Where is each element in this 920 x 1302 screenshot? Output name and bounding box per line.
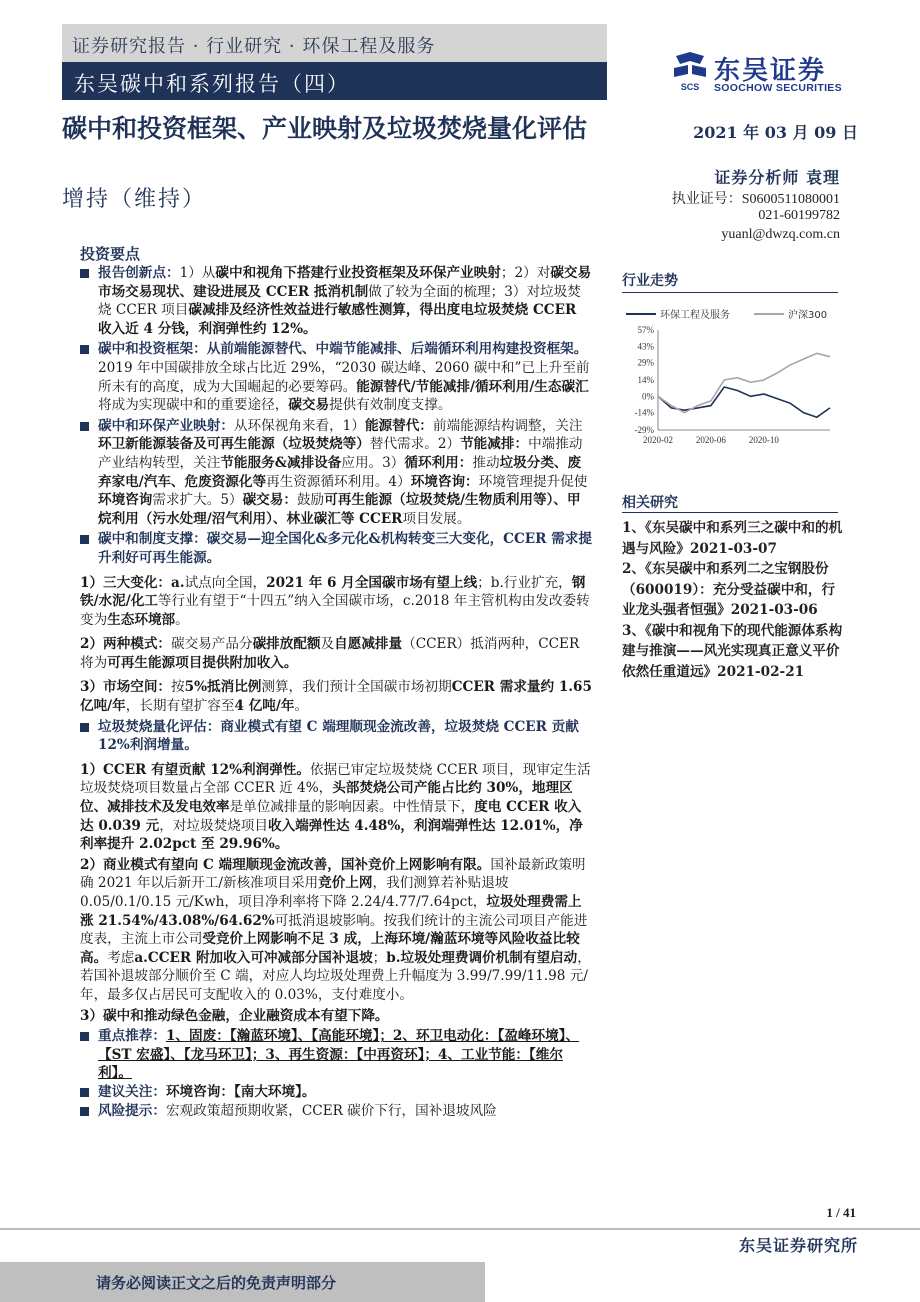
paragraph-business-model: 2）商业模式有望向 C 端理顺现金流改善，国补竞价上网影响有限。国补最新政策明确 2021 年以后新开工/新核准项目采用竞价上网，我们测算若补贴退坡 0.05/0.1/0.15 元/Kwh，项目净利率将下降 2.24/4.77/7.64pct，垃圾处理费需上涨 21.54%/43.08%/64.62%可抵消退坡影响。按我们统计的主流公司项目产能进度表，主流上市公司受竞价上网影响不足 3 成，上海环境/瀚蓝环境等风险收益比较高。考虑a.CCER 附加收入可冲减部分国补退坡；b.垃圾处理费调价机制有望启动，若国补退坡部分顺价至 C 端，对应人均垃圾处理费上升幅度为 3.99/7.99/11.98 元/年，最多仅占居民可支配收入的 0.03%，支付难度小。	[80, 856, 591, 1003]
text: 做了较为全面的梳理；3）对垃圾焚烧 CCER 项目	[98, 283, 581, 319]
x-tick-label: 2020-10	[748, 435, 779, 445]
text: 2019 年中国碳排放全球占比近 29%，“2030 碳达峰、2060 碳中和”已上升至前所未有的高度，成为大国崛起的必要筹码。	[98, 359, 590, 395]
related-item[interactable]: 2、《东吴碳中和系列二之宝钢股份（600019）：充分受益碳中和，行业龙头强者恒强》2021-03-06	[622, 561, 836, 618]
report-date: 2021 年 03 月 09 日	[693, 123, 858, 142]
report-title: 碳中和投资框架、产业映射及垃圾焚烧量化评估	[62, 114, 588, 143]
y-tick-label: 57%	[637, 325, 654, 335]
investment-points	[80, 264, 594, 1120]
paragraph-market-space: 3）市场空间：按5%抵消比例测算，我们预计全国碳市场初期CCER 需求量约 1.65 亿吨/年，长期有望扩容至4 亿吨/年。	[80, 679, 592, 715]
footer-divider	[0, 1228, 920, 1230]
rating: 增持（维持）	[62, 187, 207, 212]
analyst-name: 证券分析师 袁理	[714, 168, 840, 187]
legend-label: 沪深300	[788, 310, 828, 321]
bullet-square-icon	[80, 535, 89, 544]
bullet-square-icon	[80, 1107, 89, 1116]
bullet-square-icon	[80, 345, 89, 354]
point-recommendation: 重点推荐：1、固废：【瀚蓝环境】、【高能环境】；2、环卫电动化：【盈峰环境】、【ST 宏盛】、【龙马环卫】；3、再生资源：【中再资环】；4、工业节能：【维尔利】。	[80, 1027, 594, 1083]
footer-org: 东吴证券研究所	[738, 1236, 858, 1255]
bullet-label: 碳中和制度支撑：碳交易—迎全国化&多元化&机构转变三大变化，CCER 需求提升利好可再生能源。	[98, 531, 592, 566]
x-tick-label: 2020-02	[643, 435, 673, 445]
y-tick-label: 0%	[642, 391, 654, 402]
y-tick-label: -14%	[634, 407, 654, 418]
y-tick-label: 29%	[637, 357, 654, 368]
text: 将成为实现碳中和的重要途径，	[98, 397, 289, 414]
related-heading: 相关研究	[622, 495, 678, 511]
logo-mark-text: SCS	[680, 82, 700, 92]
text: 能源替代/节能减排/循环利用/生态碳汇	[356, 378, 589, 395]
text: 碳交易	[288, 397, 330, 414]
point-institution	[80, 530, 594, 567]
paragraph-three-changes: 1）三大变化：a.试点向全国，2021 年 6 月全国碳市场有望上线；b.行业扩充，钢铁/水泥/化工等行业有望于“十四五”纳入全国碳市场，c.2018 年主管机构由发改委转变为生态环境部。	[80, 574, 590, 628]
text: 碳减排及经济性效益进行敏感性测算，得出度电垃圾焚烧 CCER 收入近 4 分钱，利润弹性约 12%。	[98, 302, 577, 337]
text: 碳交易市场交易现状、建设进展及 CCER 抵消机制	[98, 265, 592, 300]
y-tick-label: 14%	[637, 375, 654, 385]
text: 1）从	[179, 265, 216, 281]
series-bar	[62, 62, 607, 100]
text: ；2）对	[500, 265, 551, 281]
industry-trend-chart	[622, 300, 840, 450]
bullet-label: 报告创新点：	[98, 265, 180, 281]
related-item[interactable]: 1、《东吴碳中和系列三之碳中和的机遇与风险》2021-03-07	[622, 520, 843, 557]
point-attention: 建议关注：环境咨询：【南大环境】。	[80, 1083, 594, 1102]
text: 碳中和视角下搭建行业投资框架及环保产业映射	[215, 265, 501, 281]
logo-en: SOOCHOW SECURITIES	[714, 82, 842, 94]
related-research	[622, 518, 844, 682]
paragraph-ccer-elasticity: 1）CCER 有望贡献 12%利润弹性。依据已审定垃圾焚烧 CCER 项目，现审定生活垃圾焚烧项目数量占全部 CCER 近 4%，头部焚烧公司产能占比约 30%，地理区位、减排技术及发电效率是单位减排量的影响因素。中性情景下，度电 CCER 收入达 0.039 元，对垃圾焚烧项目收入端弹性达 4.48%，利润端弹性达 12.01%，净利率提升 2.02pct 至 29.96%。	[80, 761, 591, 853]
bullet-label: 碳中和投资框架：从前端能源替代、中端节能减排、后端循环利用构建投资框架。	[98, 341, 588, 358]
x-tick-label: 2020-06	[695, 435, 726, 445]
point-innovation	[80, 264, 594, 338]
disclaimer-bar	[0, 1262, 485, 1302]
bullet-label: 垃圾焚烧量化评估：商业模式有望 C 端理顺现金流改善，垃圾焚烧 CCER 贡献 12%利润增量。	[98, 718, 579, 754]
point-risk: 风险提示：宏观政策超预期收紧，CCER 碳价下行，国补退坡风险	[80, 1102, 594, 1121]
trend-heading: 行业走势	[622, 273, 678, 289]
series-title: 东吴碳中和系列报告（四）	[74, 72, 350, 96]
bullet-square-icon	[80, 1032, 89, 1041]
divider	[622, 512, 838, 513]
disclaimer-text: 请务必阅读正文之后的免责声明部分	[96, 1274, 337, 1292]
bullet-square-icon	[80, 1088, 89, 1097]
divider	[622, 292, 838, 293]
analyst-email[interactable]: yuanl@dwzq.com.cn	[721, 227, 840, 242]
soochow-logo-icon	[672, 50, 708, 92]
analyst-phone: 021-60199782	[758, 208, 840, 223]
report-category-bar	[62, 24, 607, 62]
series-line-csi300	[658, 353, 830, 412]
report-category: 证券研究报告 · 行业研究 · 环保工程及服务	[72, 36, 436, 57]
soochow-logo	[672, 50, 862, 96]
analyst-license: 执业证号：S0600511080001	[671, 192, 840, 207]
point-industry-mapping: 碳中和环保产业映射：从环保视角来看，1）能源替代：前端能源结构调整，关注环卫新能源装备及可再生能源（垃圾焚烧等）替代需求。2）节能减排：中端推动产业结构转型，关注节能服务&减排设备应用。3）循环利用：推动垃圾分类、废弃家电/汽车、危废资源化等再生资源循环利用。4）环境咨询：环境管理提升促使环境咨询需求扩大。5）碳交易：鼓励可再生能源（垃圾焚烧/生物质利用等）、甲烷利用（污水处理/沼气利用）、林业碳汇等 CCER项目发展。	[80, 417, 594, 529]
paragraph-green-finance: 3）碳中和推动绿色金融，企业融资成本有望下降。	[80, 1007, 389, 1024]
y-tick-label: -29%	[634, 425, 654, 435]
legend-label: 环保工程及服务	[660, 310, 730, 321]
bullet-square-icon	[80, 422, 89, 431]
point-framework	[80, 340, 594, 414]
logo-cn: 东吴证券	[714, 56, 827, 86]
paragraph-two-modes: 2）两种模式：碳交易产品分碳排放配额及自愿减排量（CCER）抵消两种，CCER 将为可再生能源项目提供附加收入。	[80, 636, 580, 671]
bullet-label: 碳中和环保产业映射：	[98, 417, 234, 434]
investment-points-heading: 投资要点	[80, 245, 141, 263]
bullet-square-icon	[80, 269, 89, 278]
text: 提供有效制度支撑。	[329, 397, 452, 414]
related-item[interactable]: 3、《碳中和视角下的现代能源体系构建与推演——风光实现真正意义平价依然任重道远》2021-02-21	[622, 622, 843, 680]
y-tick-label: 43%	[637, 341, 654, 352]
bullet-square-icon	[80, 723, 89, 732]
point-waste-incineration	[80, 718, 594, 755]
page-number: 1 / 41	[826, 1205, 856, 1220]
